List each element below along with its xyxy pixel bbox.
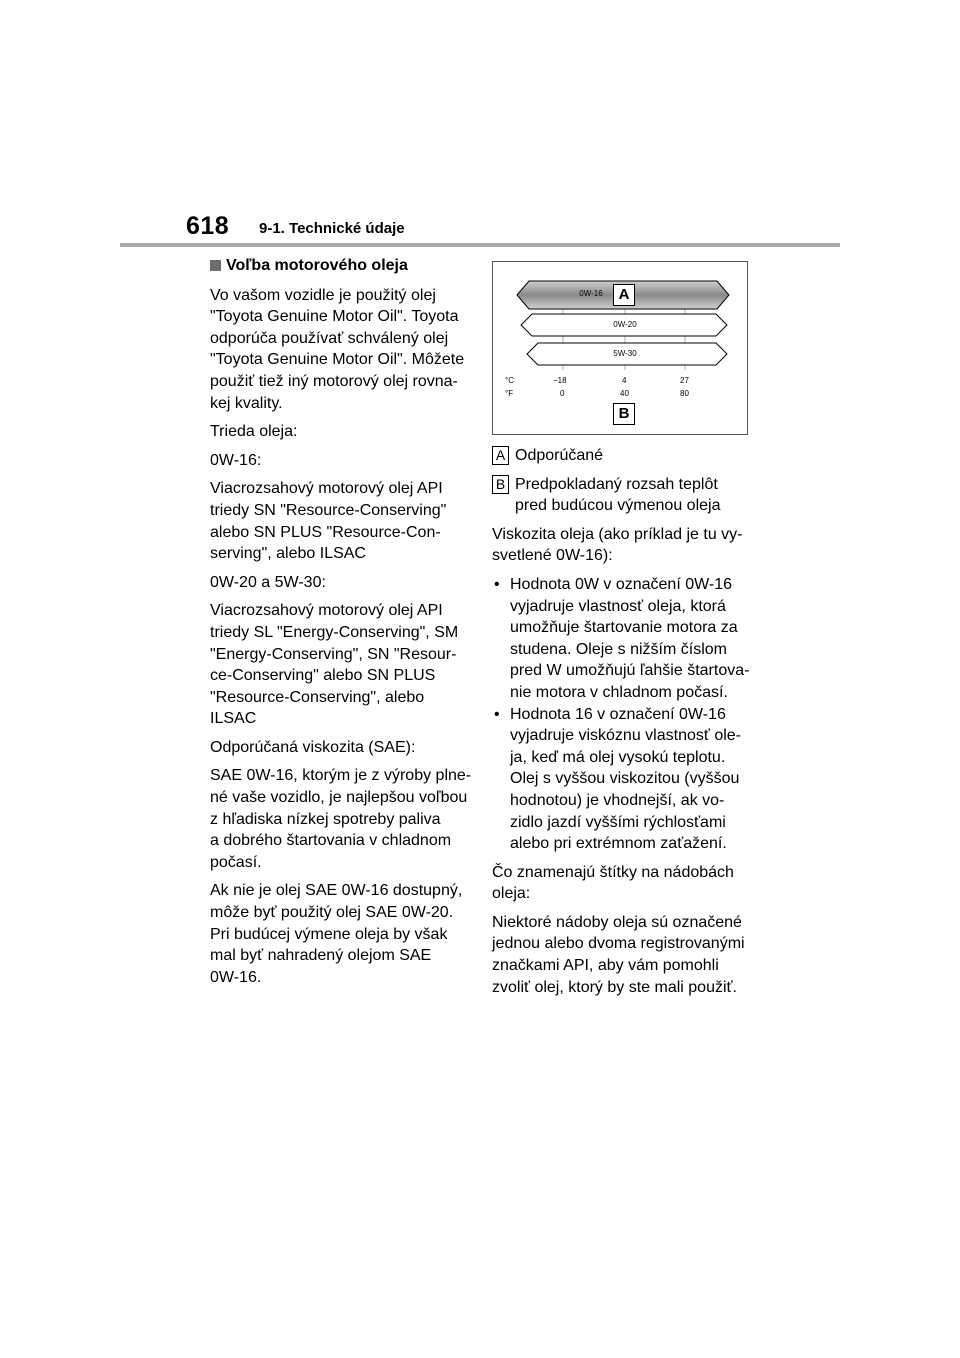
paragraph-sae-0w16: SAE 0W-16, ktorým je z výroby plne- né vaše vozidlo, je najlepšou voľbou z hľadiska nízkej spotreby paliva a dobrého štartovania v chladnom počasí. <box>210 767 472 871</box>
viscosity-diagram <box>492 261 748 435</box>
legend-item-a <box>492 445 762 467</box>
legend-text-a: Odporúčané <box>515 447 604 464</box>
viscosity-intro: Viskozita oleja (ako príklad je tu vy- svetlené 0W-16): <box>492 525 743 565</box>
right-column <box>492 445 762 1005</box>
fahrenheit-tick-1: 0 <box>560 389 565 398</box>
celsius-tick-2: 4 <box>622 376 627 385</box>
bar-label-0w16: 0W-16 <box>579 289 603 298</box>
legend-tag-a: A <box>492 446 509 465</box>
viscosity-bullets <box>492 574 762 855</box>
bar-label-0w20: 0W-20 <box>613 320 637 329</box>
legend-text-b: Predpokladaný rozsah teplôt pred budúcou výmenou oleja <box>515 475 721 515</box>
paragraph-intro: Vo vašom vozidle je použitý olej "Toyota Genuine Motor Oil". Toyota odporúča používať schválený olej "Toyota Genuine Motor Oil". Môžete použiť tiež iný motorový olej rovna- kej kvality. <box>210 286 465 412</box>
header-rule <box>120 243 840 247</box>
celsius-unit: °C <box>505 376 514 385</box>
paragraph-0w16: 0W-16: <box>210 451 262 469</box>
labels-question: Čo znamenajú štítky na nádobách oleja: <box>492 863 734 903</box>
left-column <box>210 255 475 995</box>
bar-label-5w30: 5W-30 <box>613 349 637 358</box>
legend-item-b <box>492 474 762 517</box>
celsius-tick-3: 27 <box>680 376 689 385</box>
badge-a: A <box>613 284 635 306</box>
square-bullet-icon <box>210 260 221 271</box>
paragraph-oil-class: Trieda oleja: <box>210 423 298 441</box>
paragraph-0w20-5w30-spec: Viacrozsahový motorový olej API triedy SL "Energy-Conserving", SM "Energy-Conserving", SN "Resour- ce-Conserving" alebo SN PLUS "Resource-Conserving", alebo ILSAC <box>210 602 459 728</box>
badge-b: B <box>613 403 635 425</box>
paragraph-fallback: Ak nie je olej SAE 0W-16 dostupný, môže byť použitý olej SAE 0W-20. Pri budúcej výmene oleja by však mal byť nahradený olejom SAE 0W-16. <box>210 882 463 986</box>
labels-answer: Niektoré nádoby oleja sú označené jednou alebo dvoma registrovanými značkami API, aby vám pomohli zvoliť olej, ktorý by ste mali použiť. <box>492 913 745 996</box>
legend-tag-b: B <box>492 475 509 494</box>
section-title: 9-1. Technické údaje <box>259 220 405 237</box>
bullet-cold-start: • Hodnota 0W v označení 0W-16 vyjadruje vlastnosť oleja, ktorá umožňuje štartovanie motora za studena. Oleje s nižším číslom pred W umožňujú ľahšie štartova- nie motora v chladnom počasí. <box>492 574 762 704</box>
paragraph-0w16-spec: Viacrozsahový motorový olej API triedy SN "Resource-Conserving" alebo SN PLUS "Resource-Con- serving", alebo ILSAC <box>210 480 447 563</box>
fahrenheit-unit: °F <box>505 389 514 398</box>
fahrenheit-tick-2: 40 <box>620 389 629 398</box>
paragraph-0w20-5w30: 0W-20 a 5W-30: <box>210 573 326 591</box>
subheading-text: Voľba motorového oleja <box>226 257 408 274</box>
paragraph-viscosity: Odporúčaná viskozita (SAE): <box>210 738 416 756</box>
celsius-tick-1: −18 <box>553 376 567 385</box>
bullet-high-temp: • Hodnota 16 v označení 0W-16 vyjadruje viskóznu vlastnosť ole- ja, keď má olej vysokú teplotu. Olej s vyššou viskozitou (vyššou hodnotou) je vhodnejší, ak vo- zidlo jazdí vyššími rýchlosťami alebo pri extrémnom zaťažení. <box>492 704 762 855</box>
page-number: 618 <box>186 212 230 240</box>
subheading <box>210 255 475 277</box>
fahrenheit-tick-3: 80 <box>680 389 689 398</box>
